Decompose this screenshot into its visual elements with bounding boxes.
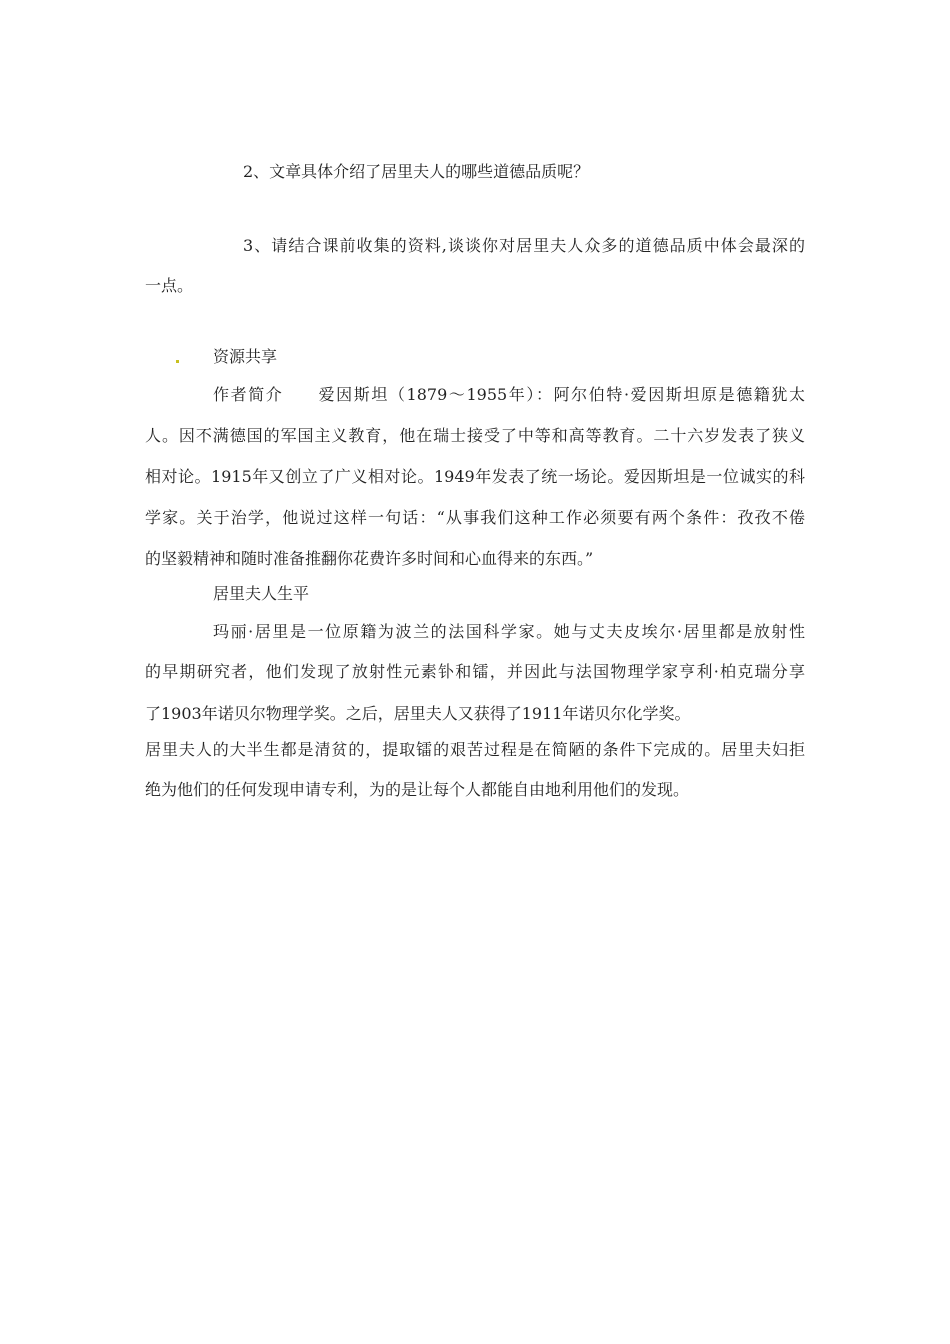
curie-line-1: 玛丽·居里是一位原籍为波兰的法国科学家。她与丈夫皮埃尔·居里都是放射性 — [213, 622, 805, 641]
curie-line-5: 绝为他们的任何发现申请专利，为的是让每个人都能自由地利用他们的发现。 — [145, 780, 690, 799]
author-intro-line-1: 作者简介 爱因斯坦（1879～1955年）：阿尔伯特·爱因斯坦原是德籍犹太 — [213, 385, 805, 404]
marker-dot — [176, 360, 179, 363]
curie-line-3: 了1903年诺贝尔物理学奖。之后，居里夫人又获得了1911年诺贝尔化学奖。 — [145, 704, 691, 723]
resources-heading: 资源共享 — [213, 347, 278, 366]
curie-line-4: 居里夫人的大半生都是清贫的，提取镭的艰苦过程是在简陋的条件下完成的。居里夫妇拒 — [145, 740, 805, 759]
author-intro-line-3: 相对论。1915年又创立了广义相对论。1949年发表了统一场论。爱因斯坦是一位诚实的科 — [145, 467, 805, 486]
question-3-line-1: 3、请结合课前收集的资料,谈谈你对居里夫人众多的道德品质中体会最深的 — [243, 236, 805, 255]
curie-title: 居里夫人生平 — [213, 584, 310, 603]
curie-line-2: 的早期研究者，他们发现了放射性元素钋和镭，并因此与法国物理学家亨利·柏克瑞分享 — [145, 662, 805, 681]
question-2: 2、文章具体介绍了居里夫人的哪些道德品质呢？ — [243, 162, 590, 181]
author-intro-line-2: 人。因不满德国的军国主义教育，他在瑞士接受了中等和高等教育。二十六岁发表了狭义 — [145, 426, 805, 445]
author-intro-line-5: 的坚毅精神和随时准备推翻你花费许多时间和心血得来的东西。” — [145, 549, 594, 568]
question-3-line-2: 一点。 — [145, 276, 194, 295]
author-intro-line-4: 学家。关于治学，他说过这样一句话：“从事我们这种工作必须要有两个条件：孜孜不倦 — [145, 508, 805, 527]
